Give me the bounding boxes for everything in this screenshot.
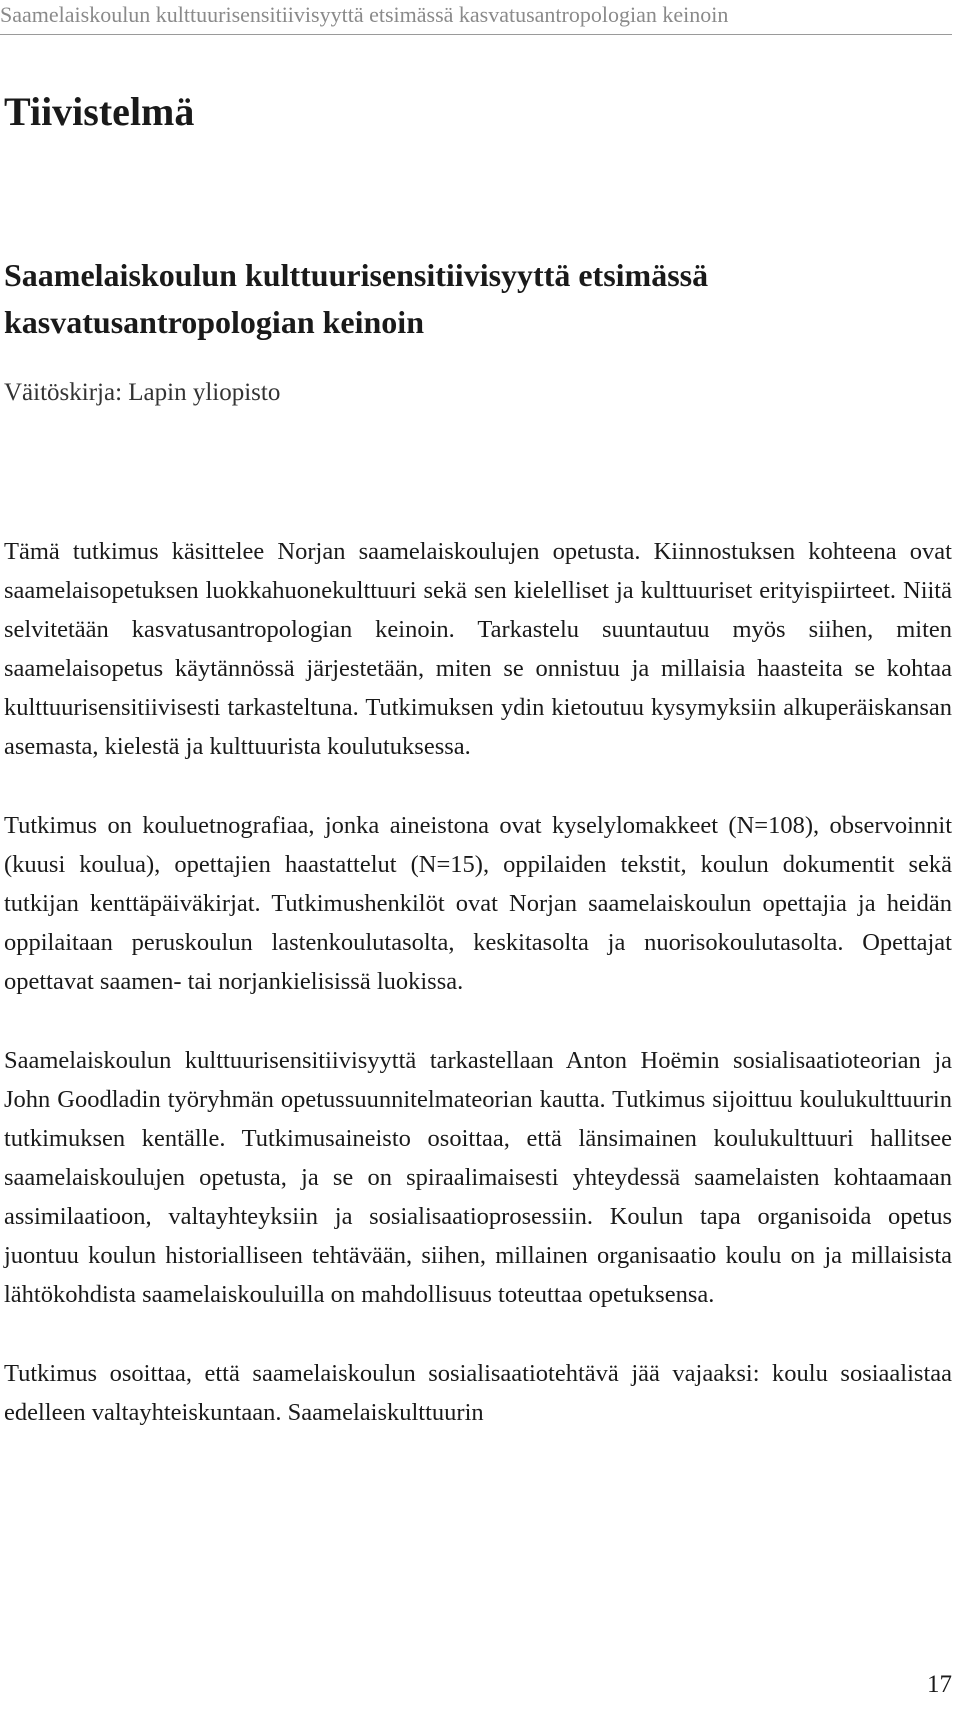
thesis-title: Saamelaiskoulun kulttuurisensitiivisyyttä etsimässä kasvatusantropologian keinoin [4, 257, 709, 340]
section-heading: Tiivistelmä [4, 89, 195, 134]
running-header: Saamelaiskoulun kulttuurisensitiivisyyttä etsimässä kasvatusantropologian keinoin [0, 0, 952, 35]
abstract-body [4, 532, 952, 1472]
abstract-paragraph-4: Tutkimus osoittaa, että saamelaiskoulun sosialisaatiotehtävä jää vajaaksi: koulu sosiaalistaa edelleen valtayhteiskuntaan. Saamelaiskulttuurin [4, 1360, 952, 1426]
abstract-paragraph-3: Saamelaiskoulun kulttuurisensitiivisyyttä tarkastellaan Anton Hoëmin sosialisaatioteorian ja John Goodladin työryhmän opetussuunnitelmateorian kautta. Tutkimus sijoittuu koulukulttuurin tutkimuksen kentälle. Tutkimusaineisto osoittaa, että länsimainen koulukulttuuri hallitsee saamelaiskoulujen opetusta, ja se on spiraalimaisesti yhteydessä saamelaisten kohtaamaan assimilaatioon, valtayhteyksiin ja sosialisaatioprosessiin. Koulun tapa organisoida opetus juontuu koulun historialliseen tehtävään, siihen, millainen organisaatio koulu on ja millaisista lähtökohdista saamelaiskouluilla on mahdollisuus toteuttaa opetuksensa. [4, 1047, 952, 1308]
thesis-subtitle: Väitöskirja: Lapin yliopisto [4, 379, 281, 406]
abstract-paragraph-1: Tämä tutkimus käsittelee Norjan saamelaiskoulujen opetusta. Kiinnostuksen kohteena ovat saamelaisopetuksen luokkahuonekulttuuri sekä sen kielelliset ja kulttuuriset erityispiirteet. Niitä selvitetään kasvatusantropologian keinoin. Tarkastelu suuntautuu myös siihen, miten saamelaisopetus käytännössä järjestetään, miten se onnistuu ja millaisia haasteita se kohtaa kulttuurisensitiivisesti tarkasteltuna. Tutkimuksen ydin kietoutuu kysymyksiin alkuperäiskansan asemasta, kielestä ja kulttuurista koulutuksessa. [4, 538, 952, 760]
page-number: 17 [927, 1671, 952, 1698]
abstract-paragraph-2: Tutkimus on kouluetnografiaa, jonka aineistona ovat kyselylomakkeet (N=108), observoinnit (kuusi koulua), opettajien haastattelut (N=15), oppilaiden tekstit, koulun dokumentit sekä tutkijan kenttäpäiväkirjat. Tutkimushenkilöt ovat Norjan saamelaiskoulun opettajia ja heidän oppilaitaan peruskoulun lastenkoulutasolta, keskitasolta ja nuorisokoulutasolta. Opettajat opettavat saamen- tai norjankielisissä luokissa. [4, 812, 952, 995]
